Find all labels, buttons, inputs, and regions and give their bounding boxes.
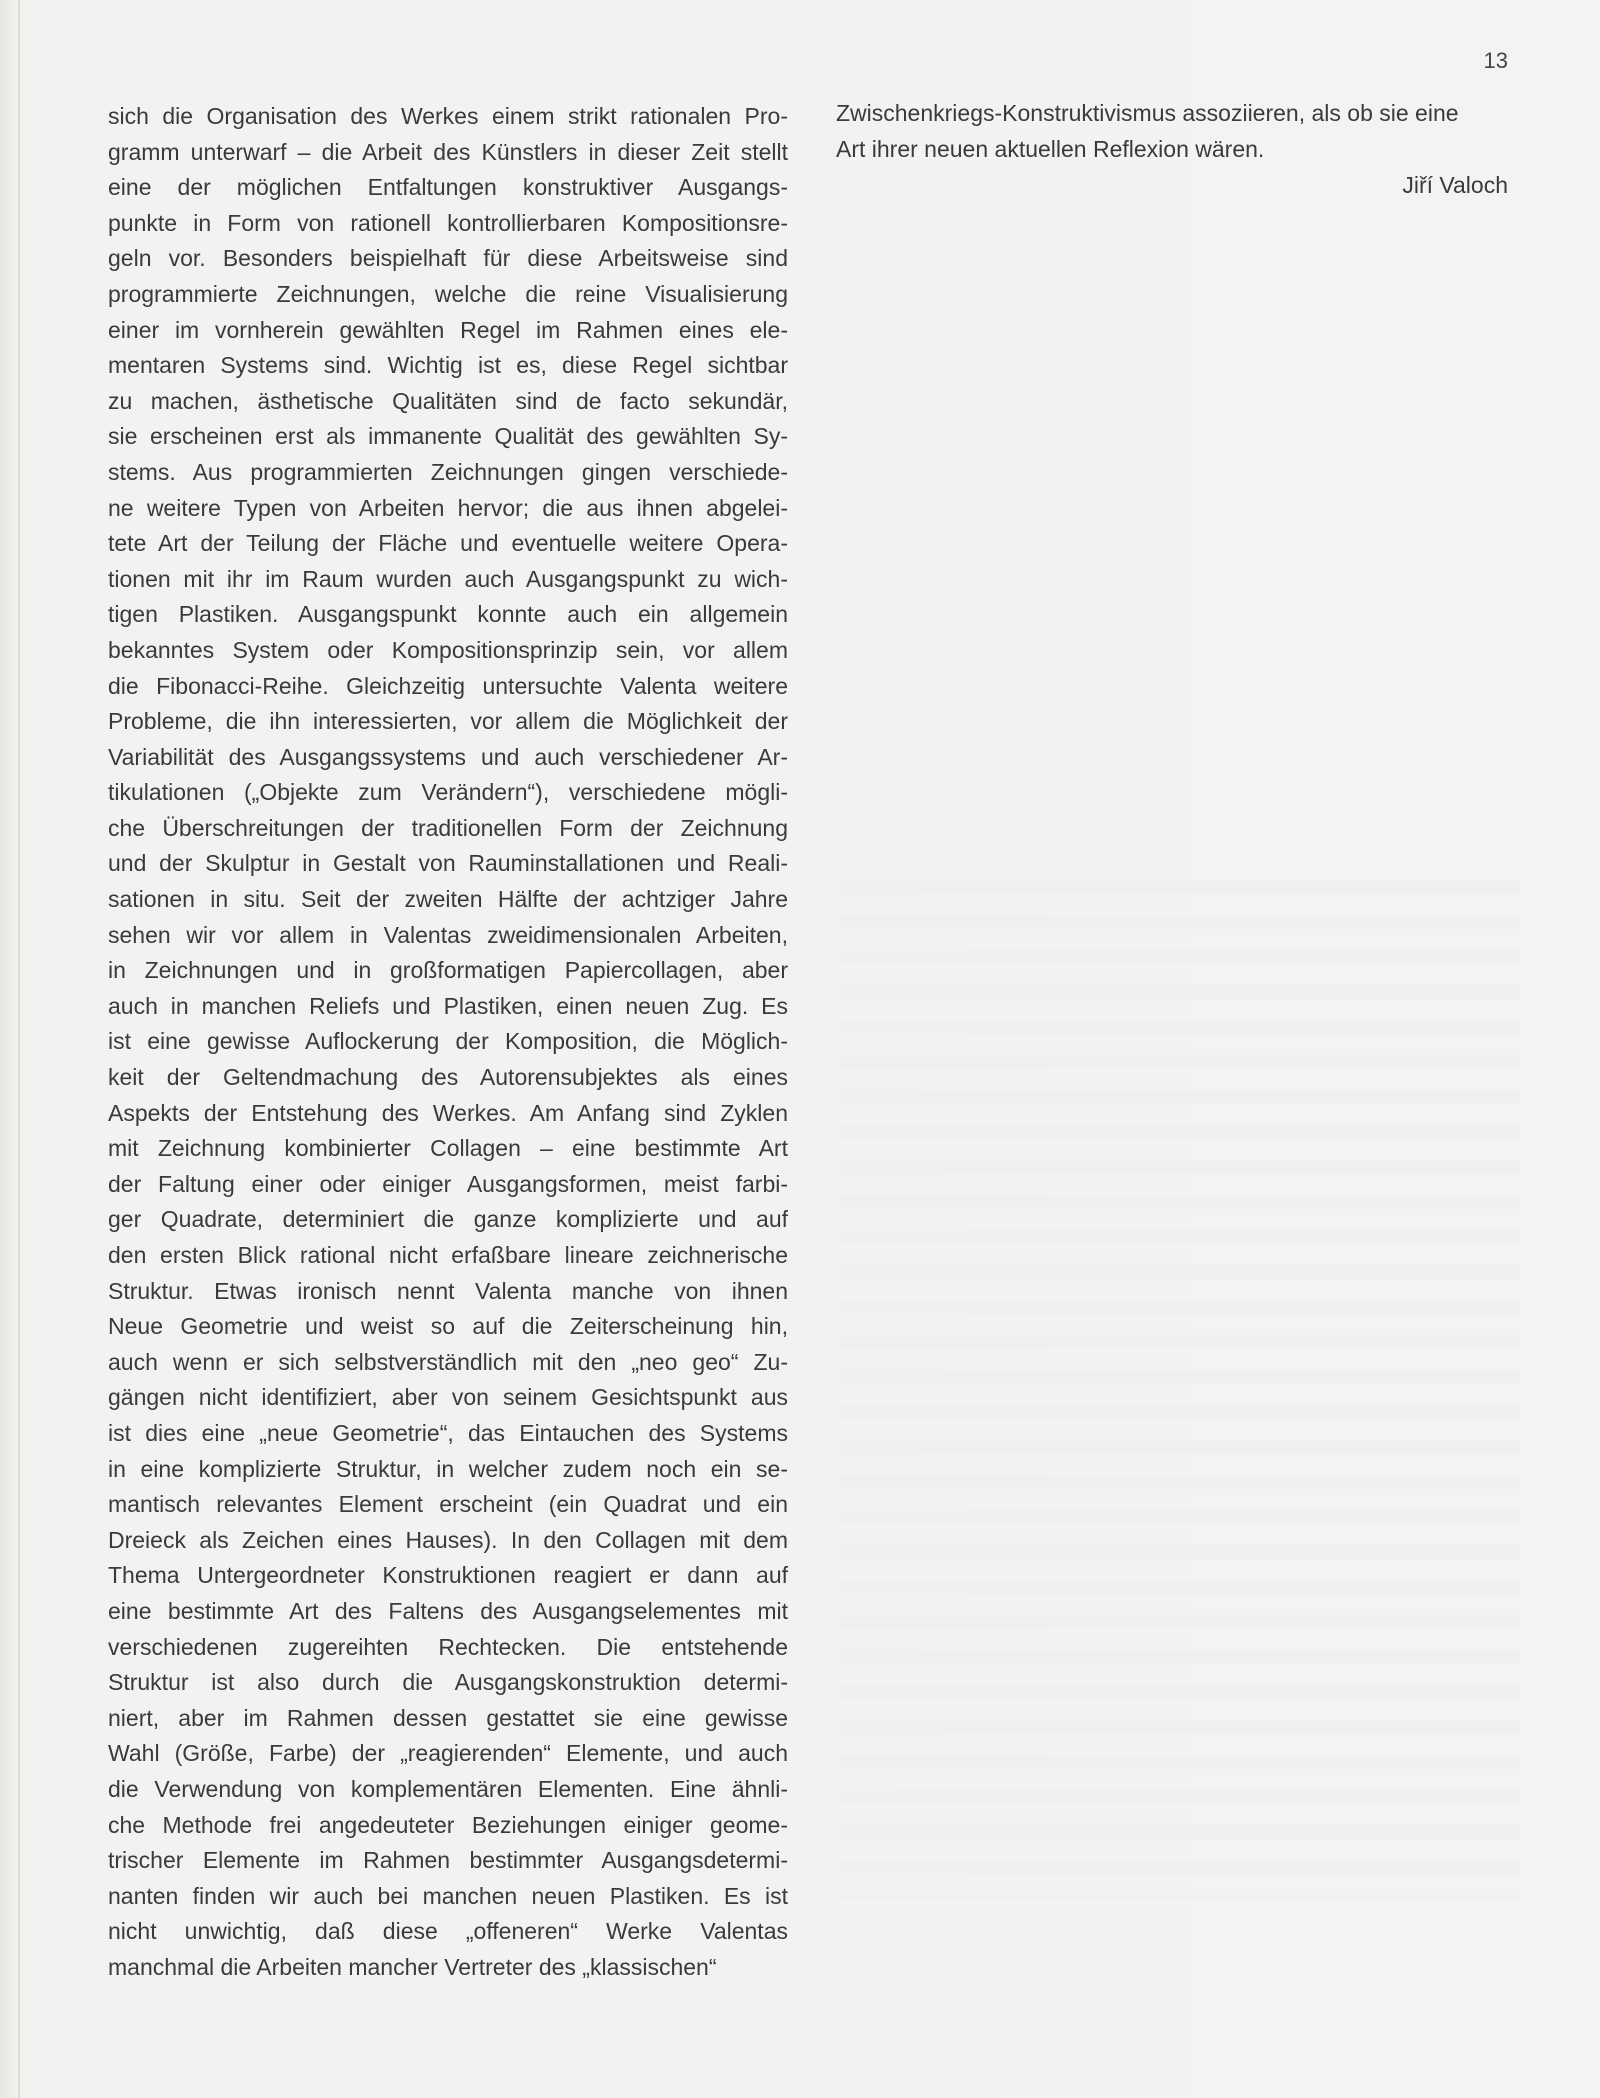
text-line: tigen Plastiken. Ausgangspunkt konnte auch ein allgemein <box>108 601 788 628</box>
text-line: gramm unterwarf – die Arbeit des Künstlers in dieser Zeit stellt <box>108 138 788 165</box>
text-line: keit der Geltendmachung des Autorensubjektes als eines <box>108 1064 788 1091</box>
text-line: Neue Geometrie und weist so auf die Zeiterscheinung hin, <box>108 1313 788 1340</box>
text-line: Aspekts der Entstehung des Werkes. Am Anfang sind Zyklen <box>108 1099 788 1126</box>
text-line: und der Skulptur in Gestalt von Rauminstallationen und Reali- <box>108 850 788 877</box>
text-line: ist dies eine „neue Geometrie“, das Eintauchen des Systems <box>108 1419 788 1446</box>
text-line: Zwischenkriegs-Konstruktivismus assoziieren, als ob sie eine <box>836 100 1459 126</box>
text-line: sich die Organisation des Werkes einem strikt rationalen Pro- <box>108 103 788 129</box>
text-line: mantisch relevantes Element erscheint (ein Quadrat und ein <box>108 1491 788 1518</box>
text-line: zu machen, ästhetische Qualitäten sind de facto sekundär, <box>108 387 788 414</box>
text-line: die Fibonacci-Reihe. Gleichzeitig untersuchte Valenta weitere <box>108 672 788 699</box>
text-line: Art ihrer neuen aktuellen Reflexion wären. <box>836 135 1265 162</box>
text-line: einer im vornherein gewählten Regel im Rahmen eines ele- <box>108 316 788 343</box>
text-line: programmierte Zeichnungen, welche die reine Visualisierung <box>108 280 788 307</box>
text-line: Variabilität des Ausgangssystems und auch verschiedener Ar- <box>108 743 788 770</box>
text-line: ne weitere Typen von Arbeiten hervor; die aus ihnen abgelei- <box>108 494 788 521</box>
text-line: sie erscheinen erst als immanente Qualität des gewählten Sy- <box>108 423 788 450</box>
text-line: punkte in Form von rationell kontrollierbaren Kompositionsre- <box>108 209 788 236</box>
text-line: in Zeichnungen und in großformatigen Papiercollagen, aber <box>108 957 788 984</box>
text-line: Probleme, die ihn interessierten, vor allem die Möglichkeit der <box>108 708 788 735</box>
text-line: Dreieck als Zeichen eines Hauses). In den Collagen mit dem <box>108 1526 788 1553</box>
text-line: mentaren Systems sind. Wichtig ist es, diese Regel sichtbar <box>108 352 788 379</box>
text-line: manchmal die Arbeiten mancher Vertreter des „klassischen“ <box>108 1953 717 1980</box>
text-line: tete Art der Teilung der Fläche und eventuelle weitere Opera- <box>108 530 788 557</box>
text-line: den ersten Blick rational nicht erfaßbare lineare zeichnerische <box>108 1242 788 1268</box>
author-signature: Jiří Valoch <box>1402 172 1508 199</box>
text-line: che Methode frei angedeuteter Beziehungen einiger geome- <box>108 1811 788 1838</box>
text-line: trischer Elemente im Rahmen bestimmter Ausgangsdetermi- <box>108 1847 788 1874</box>
text-line: Struktur. Etwas ironisch nennt Valenta manche von ihnen <box>108 1277 788 1304</box>
text-line: auch wenn er sich selbstverständlich mit den „neo geo“ Zu- <box>108 1348 788 1375</box>
page-gutter <box>18 0 20 2098</box>
text-line: tionen mit ihr im Raum wurden auch Ausgangspunkt zu wich- <box>108 565 788 592</box>
text-line: che Überschreitungen der traditionellen Form der Zeichnung <box>108 814 788 841</box>
text-line: eine bestimmte Art des Faltens des Ausgangselementes mit <box>108 1597 788 1624</box>
text-line: eine der möglichen Entfaltungen konstruktiver Ausgangs- <box>108 174 788 201</box>
text-line: Wahl (Größe, Farbe) der „reagierenden“ Elemente, und auch <box>108 1740 788 1767</box>
text-line: nanten finden wir auch bei manchen neuen Plastiken. Es ist <box>108 1882 788 1909</box>
text-line: mit Zeichnung kombinierter Collagen – eine bestimmte Art <box>108 1135 788 1162</box>
left-text-column <box>108 99 788 1985</box>
text-line: die Verwendung von komplementären Elementen. Eine ähnli- <box>108 1775 788 1802</box>
text-line: ist eine gewisse Auflockerung der Komposition, die Möglich- <box>108 1028 788 1055</box>
text-line: verschiedenen zugereihten Rechtecken. Die entstehende <box>108 1633 788 1660</box>
text-line: Struktur ist also durch die Ausgangskonstruktion determi- <box>108 1669 788 1696</box>
text-line: nicht unwichtig, daß diese „offeneren“ Werke Valentas <box>108 1918 788 1945</box>
text-line: bekanntes System oder Kompositionsprinzip sein, vor allem <box>108 636 788 663</box>
text-line: auch in manchen Reliefs und Plastiken, einen neuen Zug. Es <box>108 992 788 1019</box>
text-line: geln vor. Besonders beispielhaft für diese Arbeitsweise sind <box>108 245 788 272</box>
text-line: tikulationen („Objekte zum Verändern“), verschiedene mögli- <box>108 779 788 806</box>
text-line: stems. Aus programmierten Zeichnungen gingen verschiede- <box>108 458 788 485</box>
right-column-lines <box>836 96 1508 167</box>
show-through-text <box>840 880 1520 1900</box>
text-line: niert, aber im Rahmen dessen gestattet sie eine gewisse <box>108 1704 788 1731</box>
text-line: Thema Untergeordneter Konstruktionen reagiert er dann auf <box>108 1562 788 1589</box>
page-number: 13 <box>1483 48 1508 73</box>
text-line: in eine komplizierte Struktur, in welcher zudem noch ein se- <box>108 1455 788 1482</box>
right-text-column <box>836 96 1508 203</box>
text-line: der Faltung einer oder einiger Ausgangsformen, meist farbi- <box>108 1170 788 1197</box>
text-line: gängen nicht identifiziert, aber von seinem Gesichtspunkt aus <box>108 1384 788 1411</box>
text-line: sehen wir vor allem in Valentas zweidimensionalen Arbeiten, <box>108 921 788 948</box>
text-line: sationen in situ. Seit der zweiten Hälfte der achtziger Jahre <box>108 886 788 913</box>
text-line: ger Quadrate, determiniert die ganze komplizierte und auf <box>108 1206 788 1233</box>
